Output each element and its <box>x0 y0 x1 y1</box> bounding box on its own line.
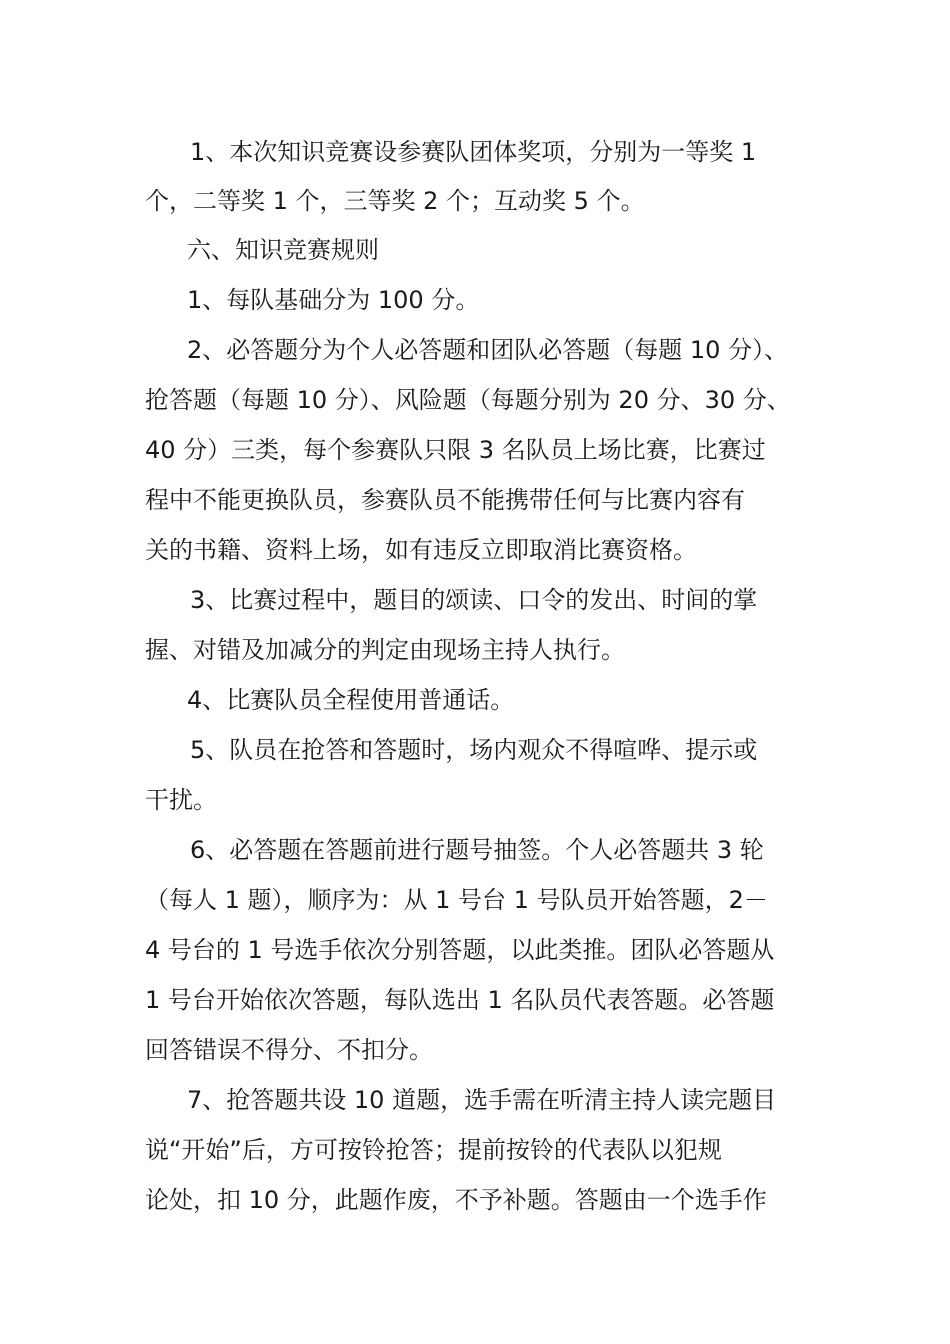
rule-4-line-1: 4、比赛队员全程使用普通话。 <box>187 686 515 714</box>
rule-awards-line-1: 1、本次知识竞赛设参赛队团体奖项，分别为一等奖 1 <box>190 138 757 166</box>
rule-2-line-3: 40 分）三类，每个参赛队只限 3 名队员上场比赛，比赛过 <box>145 436 766 464</box>
rule-6-line-1: 6、必答题在答题前进行题号抽签。个人必答题共 3 轮 <box>190 836 764 864</box>
rule-1-line-1: 1、每队基础分为 100 分。 <box>187 286 480 314</box>
rule-6-line-2: （每人 1 题），顺序为：从 1 号台 1 号队员开始答题，2－ <box>145 886 768 914</box>
rule-2-line-5: 关的书籍、资料上场，如有违反立即取消比赛资格。 <box>145 536 697 564</box>
rule-5-line-1: 5、队员在抢答和答题时，场内观众不得喧哗、提示或 <box>190 736 758 764</box>
rule-6-line-3: 4 号台的 1 号选手依次分别答题，以此类推。团队必答题从 <box>145 936 775 964</box>
rule-7-line-3: 论处，扣 10 分，此题作废，不予补题。答题由一个选手作 <box>145 1186 767 1214</box>
rule-6-line-4: 1 号台开始依次答题，每队选出 1 名队员代表答题。必答题 <box>145 986 775 1014</box>
rule-awards-line-2: 个，二等奖 1 个，三等奖 2 个；互动奖 5 个。 <box>145 187 645 215</box>
rule-6-line-5: 回答错误不得分、不扣分。 <box>145 1036 433 1064</box>
rule-5-line-2: 干扰。 <box>145 786 217 814</box>
rule-3-line-1: 3、比赛过程中，题目的颂读、口令的发出、时间的掌 <box>190 586 758 614</box>
rule-7-line-1: 7、抢答题共设 10 道题，选手需在听清主持人读完题目 <box>187 1086 777 1114</box>
section-heading: 六、知识竞赛规则 <box>187 236 379 264</box>
rule-2-line-4: 程中不能更换队员，参赛队员不能携带任何与比赛内容有 <box>145 486 745 514</box>
rule-7-line-2: 说“开始”后，方可按铃抢答；提前按铃的代表队以犯规 <box>145 1136 722 1164</box>
rule-2-line-2: 抢答题（每题 10 分）、风险题（每题分别为 20 分、30 分、 <box>145 386 791 414</box>
rule-3-line-2: 握、对错及加减分的判定由现场主持人执行。 <box>145 636 625 664</box>
rule-2-line-1: 2、必答题分为个人必答题和团队必答题（每题 10 分）、 <box>187 336 789 364</box>
